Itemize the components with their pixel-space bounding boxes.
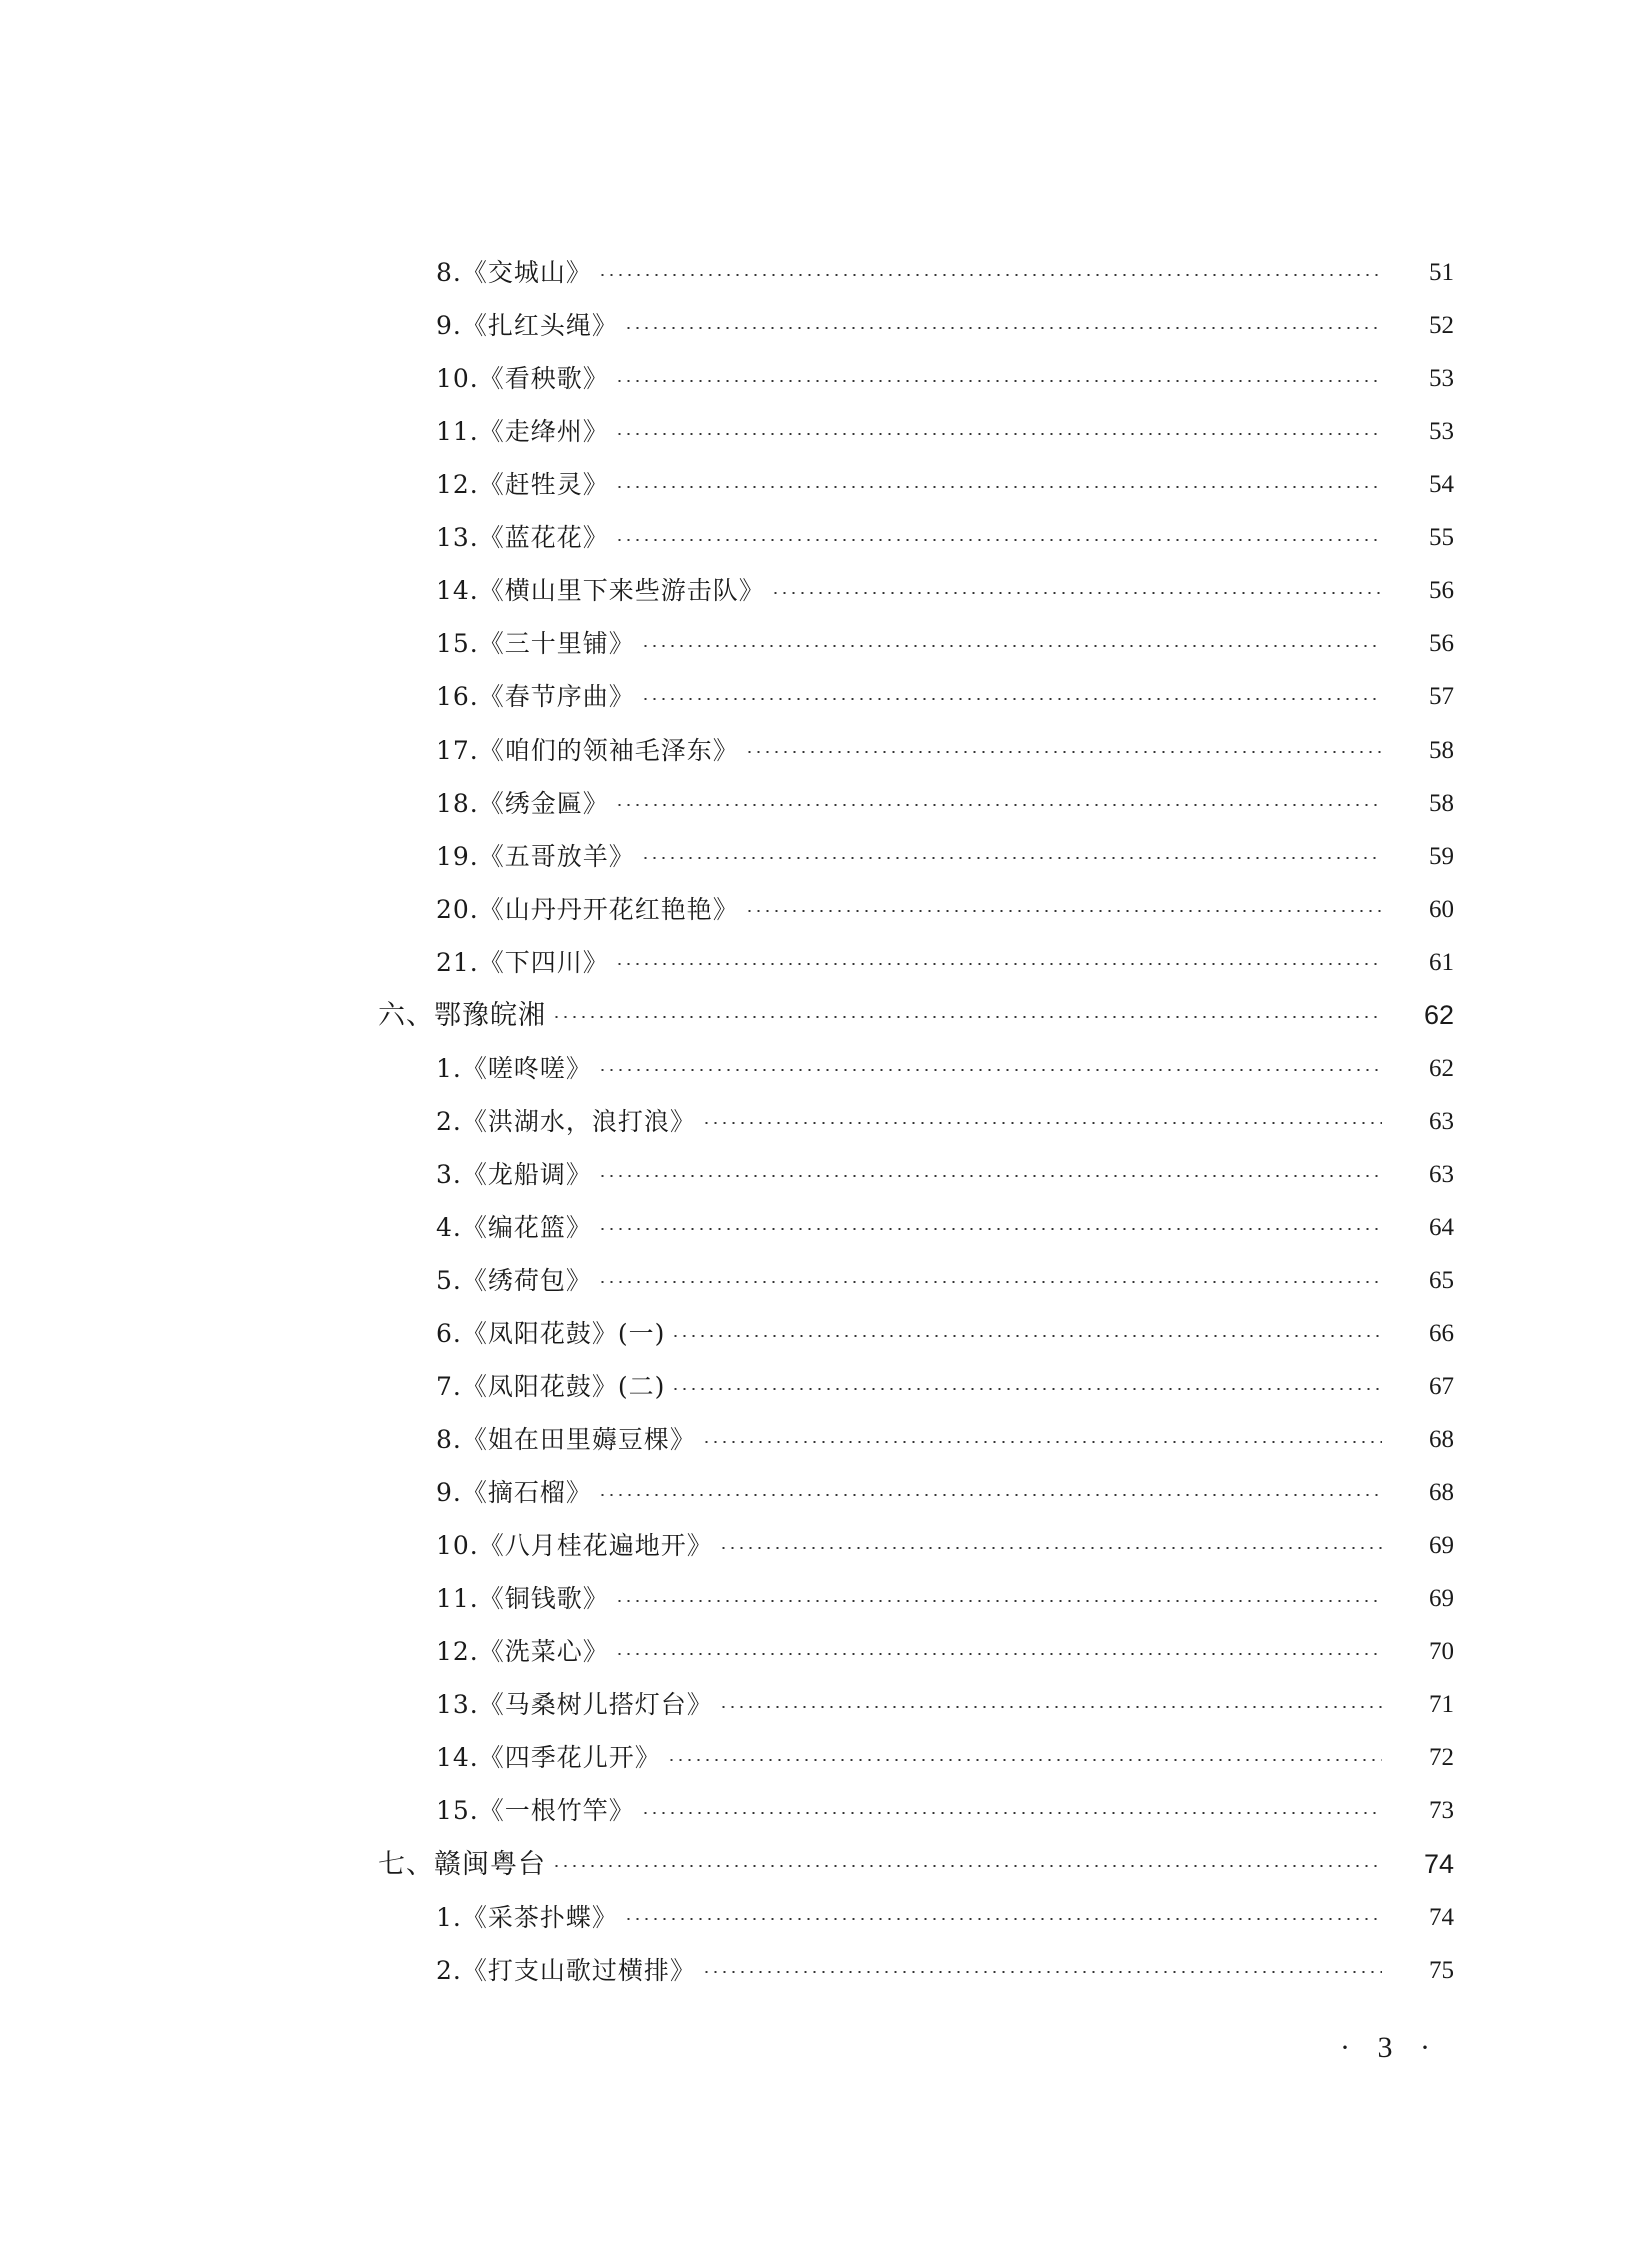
toc-entry-title: 5.《绣荷包》 <box>436 1265 592 1295</box>
dot-leader <box>745 910 1382 912</box>
toc-page-number: 58 <box>1429 736 1454 764</box>
toc-entry-title: 13.《蓝花花》 <box>436 523 609 553</box>
toc-entry-title: 4.《编花篮》 <box>436 1212 592 1242</box>
toc-page-number: 72 <box>1429 1744 1454 1772</box>
dot-leader <box>771 592 1382 594</box>
dot-leader <box>615 1600 1382 1602</box>
toc-entry-title: 七、赣闽粤台 <box>378 1848 546 1880</box>
toc-page-number: 69 <box>1429 1532 1454 1560</box>
dot-leader <box>598 1069 1382 1071</box>
toc-entry-title: 8.《姐在田里薅豆棵》 <box>436 1425 696 1455</box>
dot-leader <box>598 274 1382 276</box>
toc-page-number: 68 <box>1429 1479 1454 1507</box>
toc-entry <box>0 777 1646 830</box>
toc-entry-title: 10.《八月桂花遍地开》 <box>436 1531 713 1561</box>
toc-entry <box>0 883 1646 936</box>
dot-leader <box>598 1228 1382 1230</box>
toc-entry-title: 11.《铜钱歌》 <box>436 1584 609 1614</box>
toc-page-number: 63 <box>1429 1160 1454 1188</box>
dot-leader <box>615 539 1382 541</box>
toc-page-number: 75 <box>1429 1956 1454 1984</box>
toc-page-number: 56 <box>1429 577 1454 605</box>
toc-entry <box>0 1891 1646 1944</box>
toc-entry-title: 3.《龙船调》 <box>436 1159 592 1189</box>
toc-page-number: 60 <box>1429 895 1454 923</box>
toc-entry <box>0 1254 1646 1307</box>
toc-page-number: 67 <box>1429 1373 1454 1400</box>
toc-entry <box>0 1466 1646 1519</box>
toc-entry-title: 21.《下四川》 <box>436 947 609 977</box>
dot-leader <box>615 433 1382 435</box>
toc-entry <box>0 1148 1646 1201</box>
dot-leader <box>702 1971 1382 1973</box>
toc-entry-title: 12.《赶牲灵》 <box>436 470 609 500</box>
toc-entry-title: 2.《打支山歌过横排》 <box>436 1955 696 1985</box>
toc-page-number: 51 <box>1429 259 1454 286</box>
toc-page-number: 63 <box>1429 1107 1454 1135</box>
toc-entry <box>0 511 1646 564</box>
dot-leader <box>719 1706 1382 1708</box>
toc-entry-title: 11.《走绛州》 <box>436 417 609 447</box>
toc-entry-title: 六、鄂豫皖湘 <box>378 999 546 1031</box>
toc-page-number: 71 <box>1429 1691 1454 1719</box>
toc-entry <box>0 1572 1646 1625</box>
toc-entry <box>0 1678 1646 1731</box>
toc-entry <box>0 458 1646 511</box>
toc-page-number: 74 <box>1429 1903 1454 1931</box>
toc-entry <box>0 1307 1646 1360</box>
toc-page-number: 62 <box>1429 1054 1454 1082</box>
toc-entry <box>0 617 1646 670</box>
toc-entry <box>0 1625 1646 1678</box>
toc-page-number: 53 <box>1429 365 1454 393</box>
dot-leader <box>615 486 1382 488</box>
dot-leader <box>702 1122 1382 1124</box>
toc-entry-title: 15.《一根竹竿》 <box>436 1796 635 1826</box>
toc-entry-title: 19.《五哥放羊》 <box>436 841 635 871</box>
dot-leader <box>667 1759 1382 1761</box>
toc-entry <box>0 246 1646 299</box>
dot-leader <box>641 698 1382 700</box>
toc-entry <box>0 1201 1646 1254</box>
dot-leader <box>641 857 1382 859</box>
toc-page-number: 74 <box>1423 1848 1454 1879</box>
dot-leader <box>615 963 1382 965</box>
toc-entry <box>0 352 1646 405</box>
toc-entry <box>0 564 1646 617</box>
toc-entry-title: 9.《摘石榴》 <box>436 1478 592 1508</box>
dot-leader <box>719 1547 1382 1549</box>
dot-leader <box>615 804 1382 806</box>
toc-entry <box>0 1944 1646 1997</box>
dot-leader <box>641 645 1382 647</box>
toc-entry-title: 17.《咱们的领袖毛泽东》 <box>436 735 739 765</box>
dot-leader <box>671 1388 1382 1390</box>
toc-entry-title: 14.《横山里下来些游击队》 <box>436 576 765 606</box>
toc-page-number: 53 <box>1429 418 1454 446</box>
toc-page-number: 58 <box>1429 789 1454 817</box>
toc-entry-title: 7.《凤阳花鼓》(二) <box>436 1372 666 1401</box>
dot-leader <box>615 380 1382 382</box>
dot-leader <box>624 327 1382 329</box>
toc-section-heading <box>0 989 1646 1042</box>
toc-entry-title: 1.《嗟咚嗟》 <box>436 1053 592 1083</box>
toc-entry-title: 10.《看秧歌》 <box>436 364 609 394</box>
toc-page-number: 65 <box>1429 1266 1454 1294</box>
toc-entry-title: 8.《交城山》 <box>436 258 592 287</box>
toc-page-number: 69 <box>1429 1585 1454 1613</box>
toc-page-number: 59 <box>1429 842 1454 870</box>
toc-page-number: 56 <box>1429 630 1454 658</box>
toc-entry <box>0 670 1646 723</box>
toc-entry-title: 6.《凤阳花鼓》(一) <box>436 1319 666 1348</box>
toc-entry <box>0 1413 1646 1466</box>
toc-entry <box>0 936 1646 989</box>
toc-page-number: 73 <box>1429 1797 1454 1825</box>
toc-entry-title: 20.《山丹丹开花红艳艳》 <box>436 894 739 924</box>
dot-leader <box>745 751 1382 753</box>
toc-page-number: 62 <box>1423 999 1454 1030</box>
toc-entry-title: 9.《扎红头绳》 <box>436 311 618 341</box>
dot-leader <box>615 1653 1382 1655</box>
toc-entry-title: 15.《三十里铺》 <box>436 629 635 659</box>
toc-page-number: 70 <box>1429 1638 1454 1666</box>
toc-entry-title: 1.《采茶扑蝶》 <box>436 1902 618 1932</box>
toc-section-heading <box>0 1838 1646 1891</box>
toc-entry <box>0 724 1646 777</box>
toc-page-number: 64 <box>1429 1213 1454 1241</box>
toc-entry-title: 16.《春节序曲》 <box>436 682 635 712</box>
toc-entry <box>0 299 1646 352</box>
toc-page-number: 61 <box>1429 948 1454 976</box>
dot-leader <box>624 1918 1382 1920</box>
toc-page-number: 57 <box>1429 683 1454 711</box>
dot-leader <box>598 1281 1382 1283</box>
toc-page-number: 52 <box>1429 312 1454 340</box>
toc-entry <box>0 1042 1646 1095</box>
dot-leader <box>671 1335 1382 1337</box>
toc-entry <box>0 830 1646 883</box>
toc-entry <box>0 1784 1646 1837</box>
dot-leader <box>702 1441 1382 1443</box>
dot-leader <box>552 1865 1382 1867</box>
toc-entry <box>0 405 1646 458</box>
dot-leader <box>598 1175 1382 1177</box>
toc-entry-title: 12.《洗菜心》 <box>436 1637 609 1667</box>
toc-entry-title: 18.《绣金匾》 <box>436 788 609 818</box>
toc-page-number: 55 <box>1429 524 1454 552</box>
toc-entry <box>0 1095 1646 1148</box>
toc-page-number: 54 <box>1429 471 1454 499</box>
dot-leader <box>552 1016 1382 1018</box>
toc-entry <box>0 1360 1646 1413</box>
toc-entry <box>0 1731 1646 1784</box>
toc-page-number: 68 <box>1429 1426 1454 1454</box>
page-number: · 3 · <box>1340 2031 1440 2064</box>
toc-page-number: 66 <box>1429 1320 1454 1347</box>
toc-entry-title: 2.《洪湖水，浪打浪》 <box>436 1106 696 1136</box>
toc-entry <box>0 1519 1646 1572</box>
toc-entry-title: 14.《四季花儿开》 <box>436 1743 661 1773</box>
dot-leader <box>598 1494 1382 1496</box>
toc-entry-title: 13.《马桑树儿搭灯台》 <box>436 1690 713 1720</box>
dot-leader <box>641 1812 1382 1814</box>
